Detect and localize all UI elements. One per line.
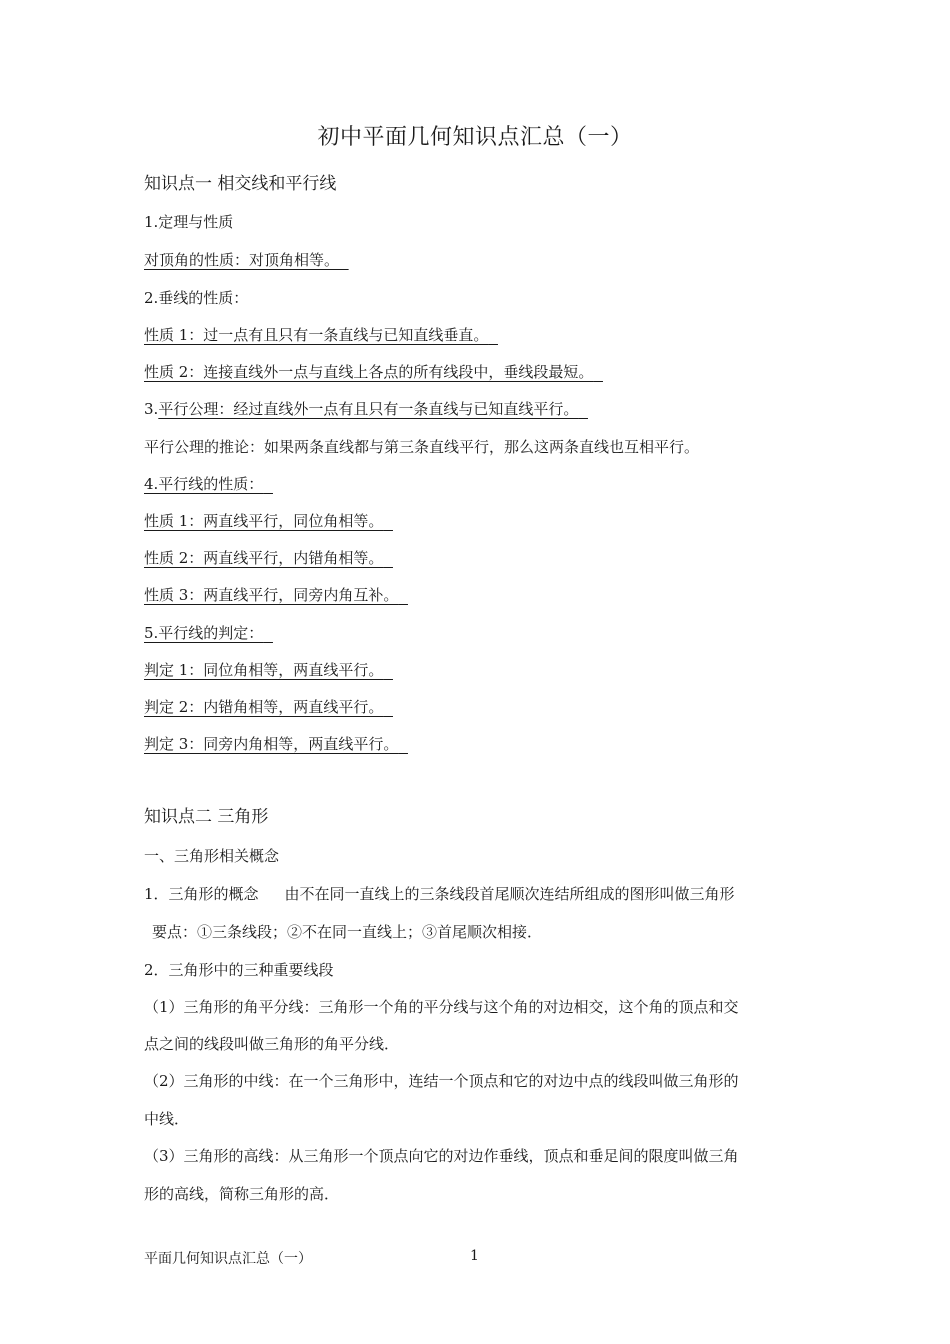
section1-line-12 — [144, 623, 273, 643]
underlined-text: 性质 1：两直线平行，同位角相等。 — [144, 512, 384, 530]
footer-title: 平面几何知识点汇总（一） — [144, 1251, 312, 1267]
section1-line-11 — [144, 585, 408, 605]
section1-line-1: 1.定理与性质 — [144, 213, 234, 231]
section2-line-8: 中线． — [144, 1110, 190, 1128]
section2-line-5: （1）三角形的角平分线：三角形一个角的平分线与这个角的对边相交，这个角的顶点和交 — [144, 998, 739, 1016]
page-title: 初中平面几何知识点汇总（一） — [317, 125, 633, 150]
underlined-text: 性质 1：过一点有且只有一条直线与已知直线垂直。 — [144, 326, 489, 344]
underlined-text: 性质 3：两直线平行，同旁内角互补。 — [144, 586, 399, 604]
section2-line-4: 2．三角形中的三种重要线段 — [144, 961, 334, 979]
section2-line-1: 一、三角形相关概念 — [144, 847, 280, 865]
section2-line-7: （2）三角形的中线：在一个三角形中，连结一个顶点和它的对边中点的线段叫做三角形的 — [144, 1072, 739, 1090]
section1-line-5 — [144, 362, 603, 382]
section2-line-9: （3）三角形的高线：从三角形一个顶点向它的对边作垂线，顶点和垂足间的限度叫做三角 — [144, 1147, 739, 1165]
section1-line-8 — [144, 474, 273, 494]
section2-line-10: 形的高线，简称三角形的高． — [144, 1185, 340, 1203]
section1-heading: 知识点一 相交线和平行线 — [144, 174, 337, 194]
section1-line-9 — [144, 511, 393, 531]
line-prefix: 3. — [144, 400, 159, 418]
section2-heading: 知识点二 三角形 — [144, 807, 269, 827]
section2-line-2 — [144, 884, 735, 904]
underlined-text: 性质 2：两直线平行，内错角相等。 — [144, 549, 384, 567]
underlined-text: 平行公理：经过直线外一点有且只有一条直线与已知直线平行。 — [158, 400, 579, 418]
underlined-text: 5.平行线的判定： — [144, 624, 264, 642]
section2-line-3: 要点：①三条线段；②不在同一直线上；③首尾顺次相接． — [152, 923, 543, 941]
underlined-text: 判定 1：同位角相等，两直线平行。 — [144, 661, 384, 679]
section1-line-4 — [144, 325, 498, 345]
concept-definition: 由不在同一直线上的三条线段首尾顺次连结所组成的图形叫做三角形 — [284, 885, 735, 903]
section1-line-3: 2.垂线的性质： — [144, 289, 249, 307]
section1-line-15 — [144, 734, 408, 754]
underlined-text: 判定 2：内错角相等，两直线平行。 — [144, 698, 384, 716]
concept-label: 1．三角形的概念 — [144, 885, 259, 903]
underlined-text: 判定 3：同旁内角相等，两直线平行。 — [144, 735, 399, 753]
underlined-text: 对顶角的性质：对顶角相等。 — [144, 251, 340, 269]
section1-line-6 — [144, 399, 588, 419]
section1-line-2 — [144, 250, 349, 270]
section1-line-10 — [144, 548, 393, 568]
underlined-text: 性质 2：连接直线外一点与直线上各点的所有线段中，垂线段最短。 — [144, 363, 594, 381]
section2-line-6: 点之间的线段叫做三角形的角平分线． — [144, 1035, 400, 1053]
section1-line-14 — [144, 697, 393, 717]
underlined-text: 4.平行线的性质： — [144, 475, 264, 493]
page-number: 1 — [470, 1248, 479, 1264]
section1-line-13 — [144, 660, 393, 680]
section1-line-7: 平行公理的推论：如果两条直线都与第三条直线平行，那么这两条直线也互相平行。 — [144, 438, 700, 456]
